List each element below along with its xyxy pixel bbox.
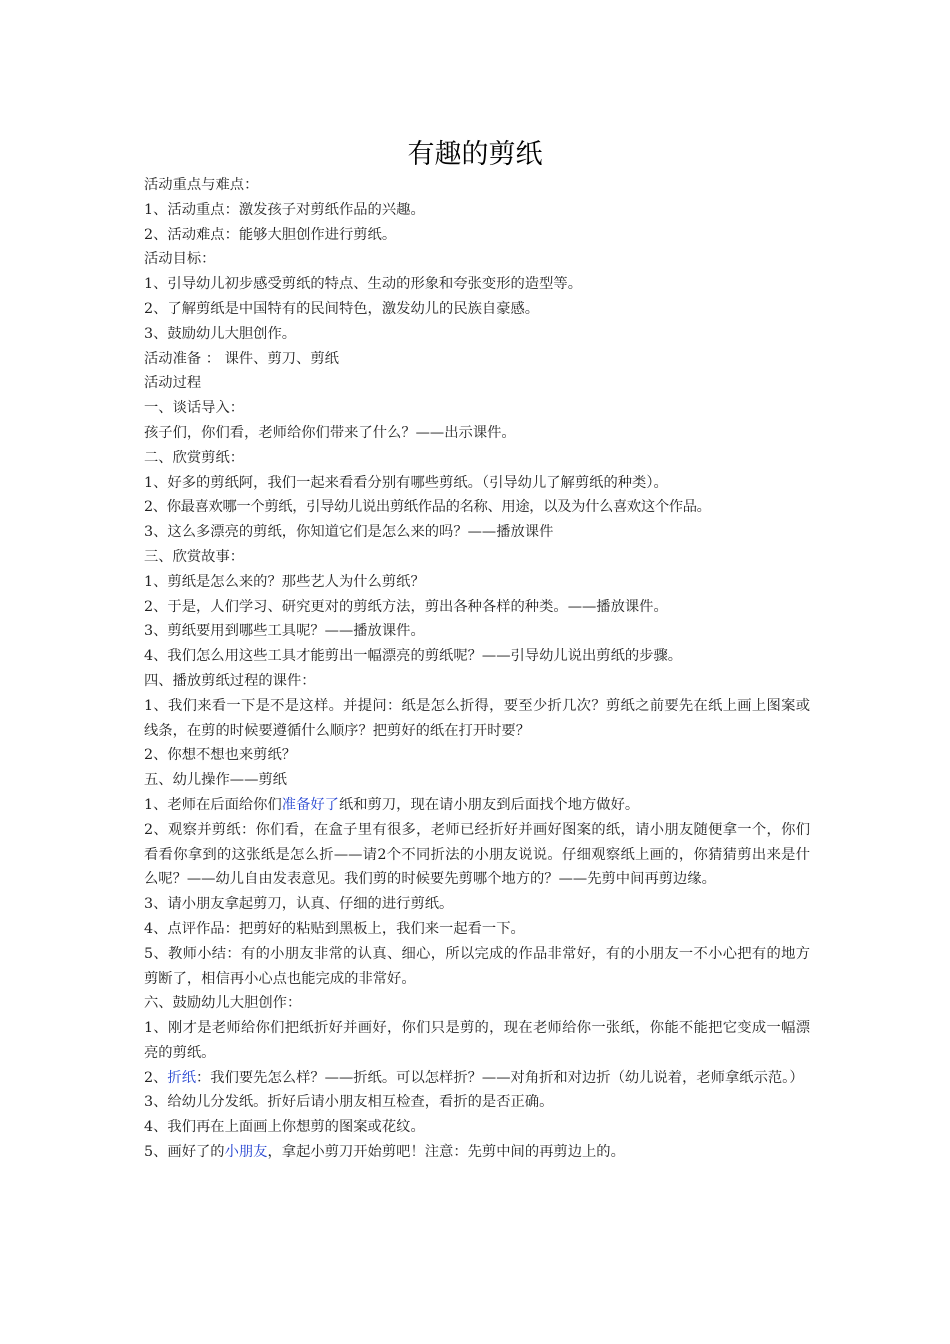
paragraph: 1、剪纸是怎么来的？那些艺人为什么剪纸？	[144, 573, 425, 590]
section-heading: 五、幼儿操作——剪纸	[144, 772, 287, 789]
paragraph: 4、我们怎么用这些工具才能剪出一幅漂亮的剪纸呢？——引导幼儿说出剪纸的步骤。	[144, 648, 683, 665]
paragraph	[144, 1140, 810, 1165]
paragraph: 3、剪纸要用到哪些工具呢？——播放课件。	[144, 623, 425, 640]
section-heading: 四、播放剪纸过程的课件：	[144, 672, 316, 689]
paragraph: 3、给幼儿分发纸。折好后请小朋友相互检查，看折的是否正确。	[144, 1094, 554, 1111]
section-heading: 一、谈话导入：	[144, 400, 245, 417]
text-segment: 5、画好了的	[144, 1144, 225, 1161]
heading-preparation: 活动准备 ： 课件、剪刀、剪纸	[144, 350, 339, 367]
text-segment: ：我们要先怎么样？——折纸。可以怎样折？——对角折和对边折（幼儿说着，老师拿纸示范。）	[196, 1069, 804, 1086]
heading-process: 活动过程	[144, 375, 202, 392]
text-segment: ，拿起小剪刀开始剪吧！注意：先剪中间的再剪边上的。	[267, 1144, 625, 1161]
paragraph: 2、于是，人们学习、研究更对的剪纸方法，剪出各种各样的种类。——播放课件。	[144, 598, 668, 615]
document-title: 有趣的剪纸	[407, 139, 543, 170]
paragraph: 2、活动难点：能够大胆创作进行剪纸。	[144, 226, 397, 243]
paragraph: 孩子们，你们看，老师给你们带来了什么？——出示课件。	[144, 424, 516, 441]
paragraph: 2、了解剪纸是中国特有的民间特色，激发幼儿的民族自豪感。	[144, 300, 540, 317]
paragraph: 3、请小朋友拿起剪刀，认真、仔细的进行剪纸。	[144, 896, 454, 913]
section-heading: 二、欣赏剪纸：	[144, 449, 245, 466]
heading-goals: 活动目标：	[144, 251, 216, 268]
text-segment: 2、	[144, 1069, 168, 1086]
paragraph: 3、鼓励幼儿大胆创作。	[144, 325, 297, 342]
highlighted-text: 小朋友	[224, 1144, 268, 1161]
paragraph: 1、刚才是老师给你们把纸折好并画好，你们只是剪的，现在老师给你一张纸，你能不能把它变成一幅漂亮的剪纸。	[144, 1020, 810, 1061]
paragraph	[144, 793, 810, 818]
heading-key-points: 活动重点与难点：	[144, 177, 259, 193]
section-heading: 六、鼓励幼儿大胆创作：	[144, 995, 302, 1012]
highlighted-text: 准备好了	[281, 796, 339, 813]
paragraph: 2、你最喜欢哪一个剪纸，引导幼儿说出剪纸作品的名称、用途，以及为什么喜欢这个作品。	[144, 499, 711, 516]
paragraph: 4、我们再在上面画上你想剪的图案或花纹。	[144, 1119, 425, 1136]
document-body	[144, 173, 810, 1165]
paragraph: 1、好多的剪纸阿，我们一起来看看分别有哪些剪纸。（引导幼儿了解剪纸的种类）。	[144, 474, 668, 491]
paragraph: 4、点评作品：把剪好的粘贴到黑板上，我们来一起看一下。	[144, 920, 525, 937]
paragraph: 2、观察并剪纸：你们看，在盒子里有很多，老师已经折好并画好图案的纸，请小朋友随便拿一个，你们看看你拿到的这张纸是怎么折——请2个不同折法的小朋友说说。仔细观察纸上画的，你猜猜剪出来是什么呢？——幼儿自由发表意见。我们剪的时候要先剪哪个地方的？——先剪中间再剪边缘。	[144, 821, 810, 888]
paragraph: 1、我们来看一下是不是这样。并提问：纸是怎么折得，要至少折几次？剪纸之前要先在纸上画上图案或线条，在剪的时候要遵循什么顺序？把剪好的纸在打开时要？	[144, 697, 810, 739]
highlighted-text: 折纸	[167, 1069, 196, 1086]
paragraph: 5、教师小结：有的小朋友非常的认真、细心，所以完成的作品非常好，有的小朋友一不小心把有的地方剪断了，相信再小心点也能完成的非常好。	[144, 945, 810, 987]
text-segment: 纸和剪刀，现在请小朋友到后面找个地方做好。	[338, 796, 640, 813]
paragraph: 1、活动重点：激发孩子对剪纸作品的兴趣。	[144, 201, 425, 218]
section-heading: 三、欣赏故事：	[144, 548, 245, 565]
paragraph: 2、你想不想也来剪纸？	[144, 747, 297, 764]
paragraph: 3、这么多漂亮的剪纸，你知道它们是怎么来的吗？——播放课件	[144, 524, 554, 541]
paragraph: 1、引导幼儿初步感受剪纸的特点、生动的形象和夸张变形的造型等。	[144, 276, 582, 293]
paragraph	[144, 1066, 810, 1091]
text-segment: 1、老师在后面给你们	[144, 796, 282, 813]
